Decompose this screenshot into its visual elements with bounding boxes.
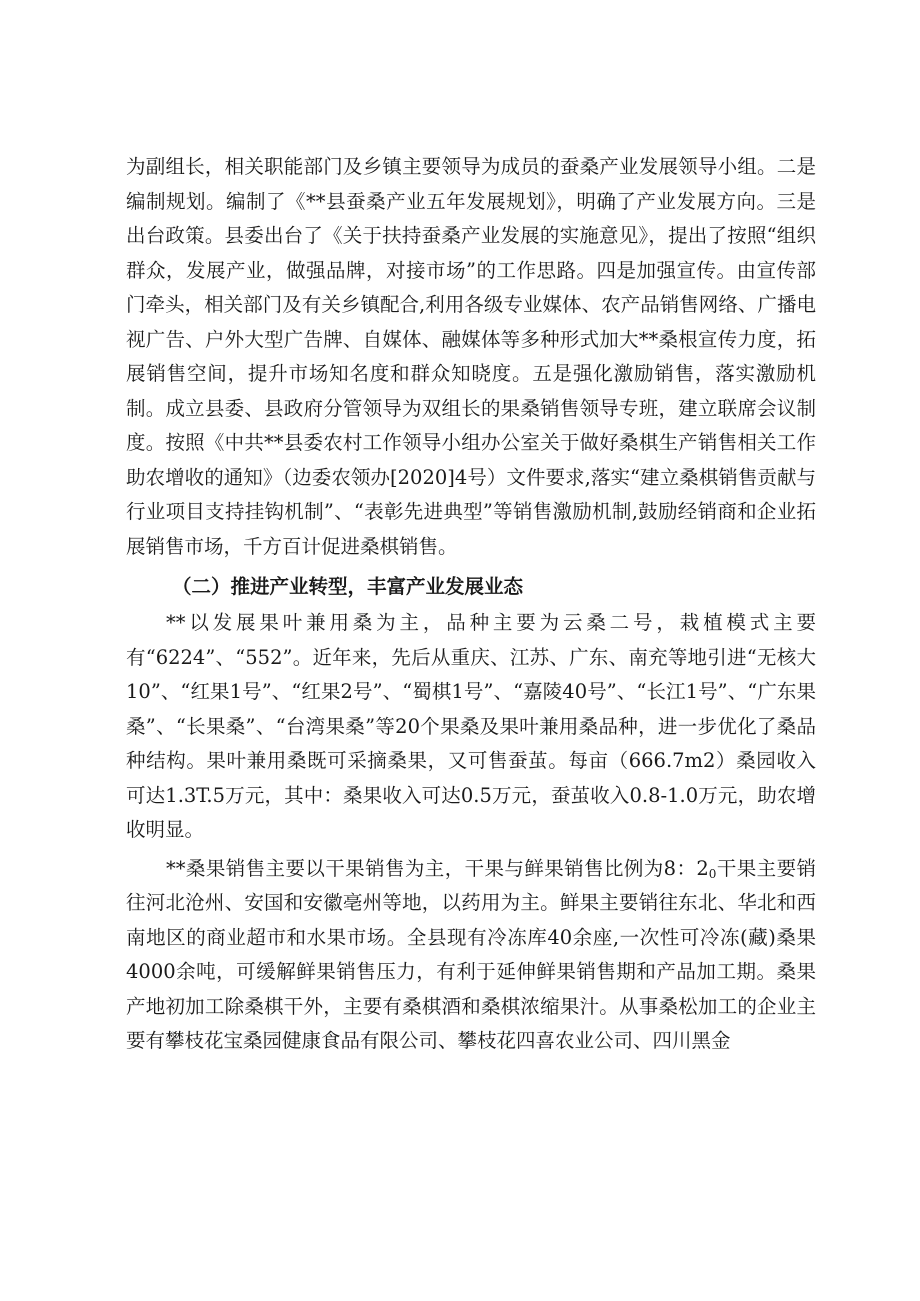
subscript-mark: 0 [708,866,717,881]
sales-text-part1: **桑果销售主要以干果销售为主，干果与鲜果销售比例为8：2 [166,856,709,880]
paragraph-varieties: **以发展果叶兼用桑为主，品种主要为云桑二号，栽植模式主要有“6224”、“552”。近年来，先后从重庆、江苏、广东、南充等地引进“无核大10”、“红果1号”、“红果2号”、“蜀棋1号”、“嘉陵40号”、“长江1号”、“广东果桑”、“长果桑”、“台湾果桑”等20个果桑及果叶兼用桑品种，进一步优化了桑品种结构。果叶兼用桑既可采摘桑果，又可售蚕茧。每亩（666.7m2）桑园收入可达1.3T.5万元，其中：桑果收入可达0.5万元，蚕茧收入0.8-1.0万元，助农增收明显。 [126,611,816,841]
sales-text-part2: 干果主要销往河北沧州、安国和安徽亳州等地，以药用为主。鲜果主要销往东北、华北和西南地区的商业超市和水果市场。全县现有冷冻库40余座,一次性可冷冻(藏)桑果4000余吨，可缓解鲜果销售压力，有利于延伸鲜果销售期和产品加工期。桑果产地初加工除桑棋干外，主要有桑棋酒和桑棋浓缩果汁。从事桑松加工的企业主要有攀枝花宝桑园健康食品有限公司、攀枝花四喜农业公司、四川黑金 [126,856,816,1052]
document-body [126,150,816,1059]
paragraph-sales [126,852,816,1059]
paragraph-leadership: 为副组长，相关职能部门及乡镇主要领导为成员的蚕桑产业发展领导小组。二是编制规划。编制了《**县蚕桑产业五年发展规划》，明确了产业发展方向。三是出台政策。县委出台了《关于扶持蚕桑产业发展的实施意见》，提出了按照“组织群众，发展产业，做强品牌，对接市场”的工作思路。四是加强宣传。由宣传部门牵头，相关部门及有关乡镇配合,利用各级专业媒体、农产品销售网络、广播电视广告、户外大型广告牌、自媒体、融媒体等多种形式加大**桑根宣传力度，拓展销售空间，提升市场知名度和群众知晓度。五是强化激励销售，落实激励机制。成立县委、县政府分管领导为双组长的果桑销售领导专班，建立联席会议制度。按照《中共**县委农村工作领导小组办公室关于做好桑棋生产销售相关工作助农增收的通知》（边委农领办[2020]4号）文件要求,落实“建立桑棋销售贡献与行业项目支持挂钩机制”、“表彰先进典型”等销售激励机制,鼓励经销商和企业拓展销售市场，千方百计促进桑棋销售。 [126,155,816,558]
section-heading: （二）推进产业转型，丰富产业发展业态 [172,575,524,598]
